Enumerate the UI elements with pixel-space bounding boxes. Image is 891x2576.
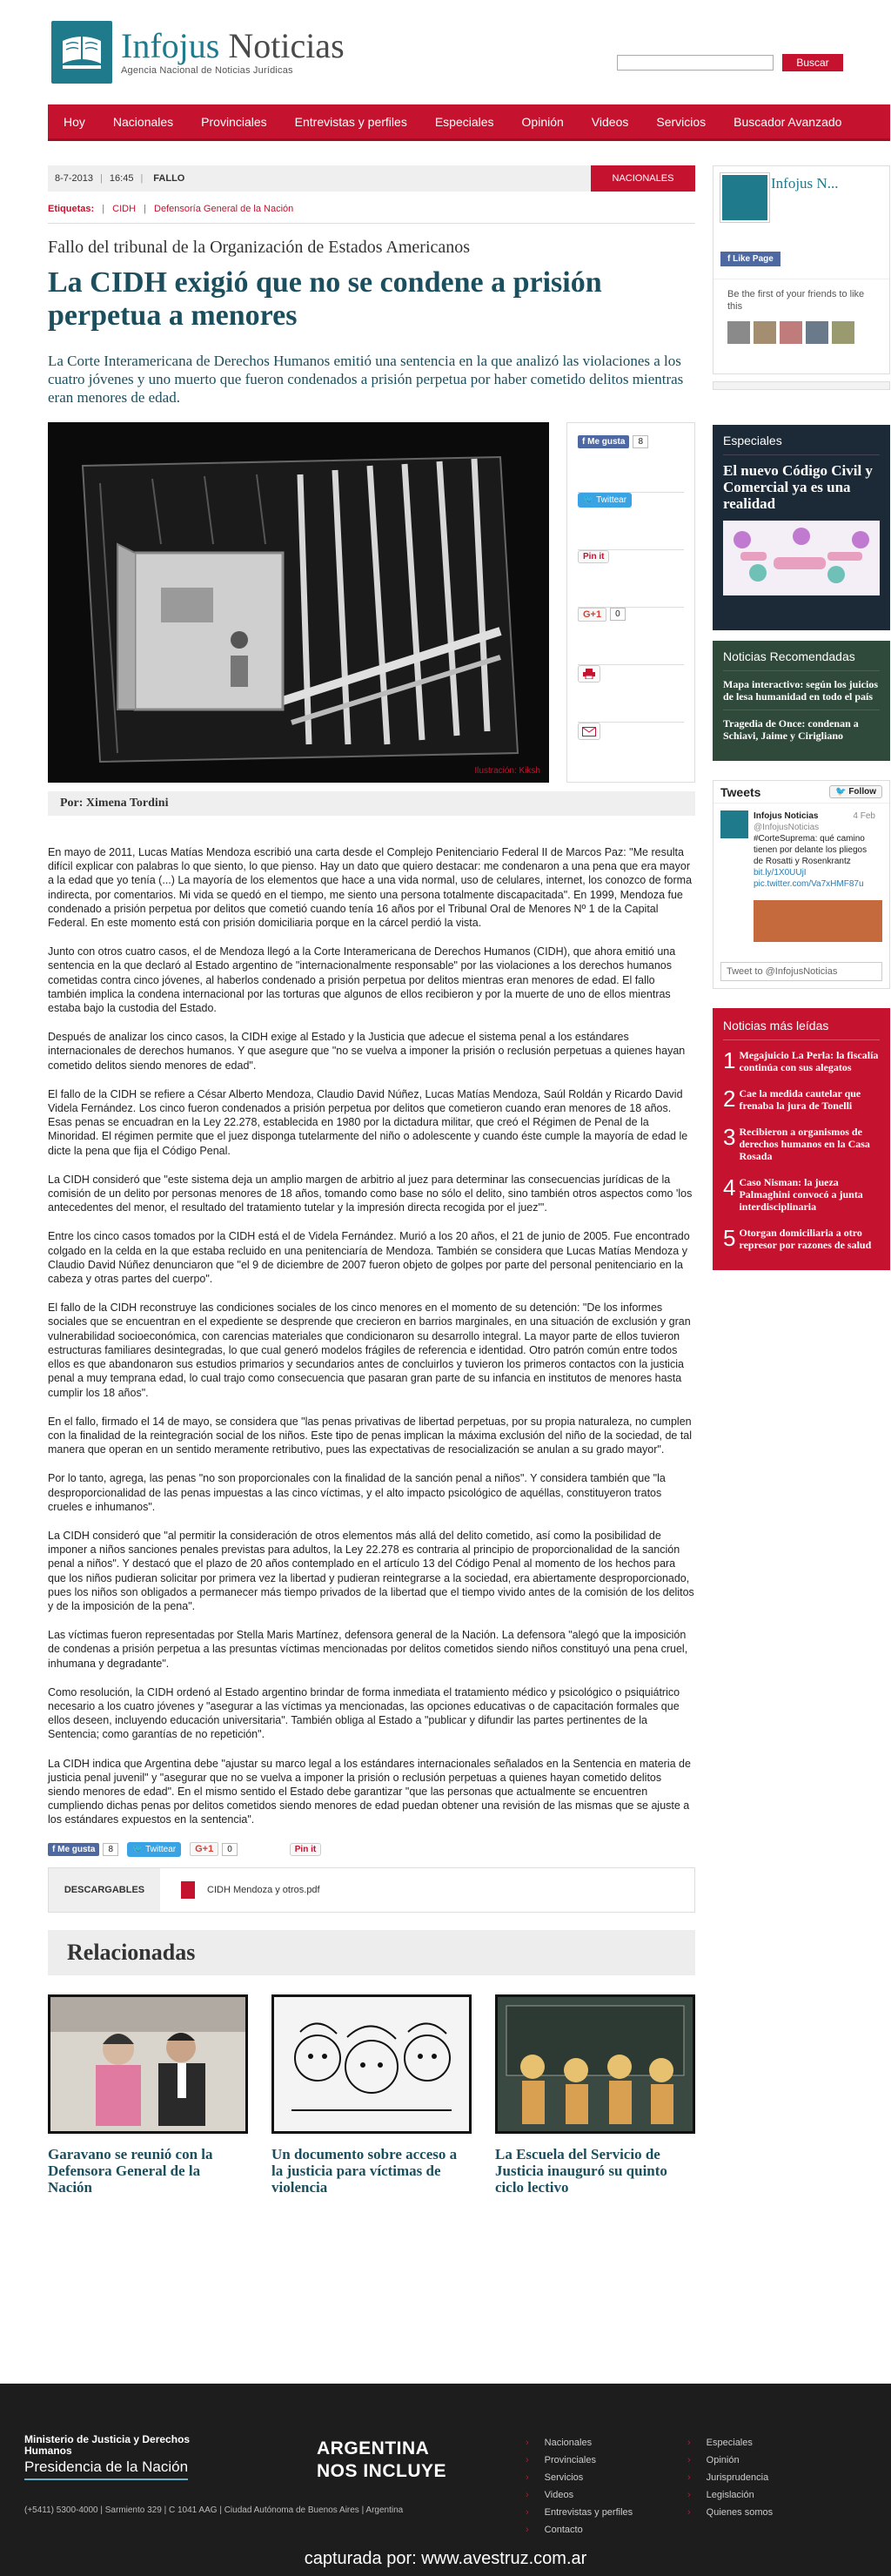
tweet-button[interactable]: 🐦 Twittear (578, 493, 632, 508)
downloads-box (48, 1867, 695, 1913)
footer-link[interactable]: › Quienes somos (687, 2504, 773, 2521)
most-read-title[interactable]: Otorgan domiciliaria a otro represor por razones de salud (739, 1227, 872, 1251)
article-date: 8-7-2013 (55, 173, 94, 184)
facebook-icon: f (52, 1844, 58, 1854)
most-read-title[interactable]: Recibieron a organismos de derechos humanos en la Casa Rosada (739, 1126, 870, 1162)
most-read-widget (713, 1008, 890, 1270)
brand-name: Infojus Noticias (121, 26, 345, 65)
most-read-item[interactable] (723, 1117, 880, 1167)
most-read-rank: 2 (723, 1086, 736, 1112)
google-plus-count: 0 (610, 608, 626, 621)
article-illustration (48, 422, 549, 783)
site-logo[interactable] (51, 21, 345, 84)
tweet-text: #CorteSuprema: qué camino tienen por delante los pliegos de Rosatti y Rosenkrantz (754, 834, 868, 866)
footer-address: (+5411) 5300-4000 | Sarmiento 329 | C 1041 AAG | Ciudad Autónoma de Buenos Aires | Argentina (24, 2505, 404, 2515)
article-paragraph: El fallo de la CIDH reconstruye las condiciones sociales de los cinco menores en el momento de su detención: "De los informes sociales que se encuentran en el expediente se desprende que crecieron en barrios marginales, en una situación de exclusión y gran vulnerabilidad socioeconómica, con carencias materiales que condicionaron su desarrollo integral. La mayor parte de ellos tuvieron estructuras familiares desintegradas, lo que cual generó modelos frágiles de referencia e identidad. Otro patrón común entre todos ellos es que abandonaron sus estudios primarios y secundarios antes de concluirlos y tuvieron los primeros contactos con la justicia penal a muy temprana edad, lo cual trajo como consecuencia que pasaran gran parte de su infancia en institutos de menores hasta cumplir los 18 años". (48, 1301, 691, 1399)
most-read-title[interactable]: Megajuicio La Perla: la fiscalía continúa con sus alegatos (739, 1049, 879, 1073)
article-paragraph: Las víctimas fueron representadas por Stella Maris Martínez, defensora general de la Nación. La defensora "alegó que la imposición de condenas a prisión perpetua a las presuntas víctimas mencionadas por delitos cometidos siendo niños constituyó una pena cruel, inhumana y degradante". (48, 1629, 688, 1670)
facebook-like-page-button[interactable]: f Like Page (720, 252, 780, 266)
widget-scrollbar[interactable] (713, 381, 890, 390)
twitter-icon: 🐦 (583, 495, 597, 505)
related-title[interactable]: Garavano se reunió con la Defensora General de la Nación (48, 2145, 213, 2196)
tweet-link[interactable]: bit.ly/1X0UUjI pic.twitter.com/Va7xHMF87u (754, 868, 864, 889)
article-paragraph: Como resolución, la CIDH ordenó al Estado argentino brindar de forma inmediata el tratamiento médico y psicológico o psiquiátrico necesario a los cuatro jóvenes y "asegurar a las víctimas ya mencionadas, las opciones educativas o de capacitación formales que ellos deseen, incluyendo educación universitaria". También obliga al Estado a "publicar y difundir las partes pertinentes de la Sentencia; como garantías de no repetición". (48, 1685, 680, 1741)
nav-item-8[interactable]: Servicios (656, 114, 707, 129)
tag-link[interactable]: CIDH (112, 204, 137, 214)
related-image (48, 1994, 248, 2134)
article-body (48, 845, 695, 1827)
footer-links-col2 (687, 2434, 773, 2521)
related-card[interactable] (271, 1994, 472, 2196)
facebook-like-count: 8 (103, 1843, 118, 1856)
footer-argentina-logo (317, 2438, 446, 2483)
capture-watermark: capturada por: www.avestruz.com.ar (304, 2549, 587, 2568)
most-read-rank: 3 (723, 1124, 736, 1150)
book-logo-icon (720, 173, 769, 222)
facebook-faces (713, 321, 889, 344)
recommended-item[interactable]: Mapa interactivo: según los juicios de lesa humanidad en todo el país (723, 671, 880, 710)
share-bar-bottom (48, 1842, 695, 1857)
facebook-icon: f (727, 254, 734, 264)
tweet-handle: @InfojusNoticias (754, 823, 820, 832)
share-sidebar (566, 422, 695, 783)
google-plus-count: 0 (222, 1843, 238, 1856)
tags-row: Etiquetas: | CIDH | Defensoría General de la Nación (48, 204, 294, 214)
twitter-icon: 🐦 (132, 1844, 146, 1854)
article-paragraph: El fallo de la CIDH se refiere a César Alberto Mendoza, Claudio David Núñez, Lucas Matías Mendoza, Saúl Roldán y Ricardo David Videla Fernández. Los cinco fueron condenados a prisión perpetua por delitos que cometieron cuando eran menores de 18 años. Esas penas se encuadran en la Ley 22.278, establecida en 1980 por la dictadura militar, que creó el Régimen de Penal de la Minoridad. El régimen permite que el juez disponga tutelarmente del niño o adolescente y cuando éste cumple la mayoría de edad le dicte la pena que fija el Código Penal. (48, 1087, 688, 1157)
facebook-like-button[interactable]: f Me gusta (48, 1843, 99, 1856)
tweet-button[interactable]: 🐦 Twittear (127, 1842, 181, 1857)
facebook-page-name[interactable]: Infojus N... (771, 175, 839, 192)
article-kicker: Fallo del tribunal de la Organización de Estados Americanos (48, 238, 471, 257)
twitter-icon: 🐦 (835, 787, 849, 797)
most-read-item[interactable] (723, 1167, 880, 1218)
google-plus-button[interactable]: G+1 (578, 608, 606, 622)
related-title[interactable]: Un documento sobre acceso a la justicia para víctimas de violencia (271, 2145, 458, 2196)
facebook-friends-text: Be the first of your friends to like this (727, 289, 865, 312)
tweet-image[interactable] (754, 900, 882, 942)
nav-item-7[interactable]: Videos (591, 114, 629, 129)
article-paragraph: La CIDH consideró que "al permitir la consideración de otros elementos más allá del delito cometido, así como la posibilidad de imponer a niños sanciones penales previstas para adultos, la Ley 22.278 es contraria al principio de proporcionalidad de la sanción penal a niños". Y destacó que el plazo de 20 años contemplado en el artículo 13 del Código Penal al momento de los hechos para que los niños pudieran solicitar por primera vez la libertad y pudieran reintegrarse a la sociedad, era abiertamente desproporcionado, pues los niños son obligados a permanecer más tiempo privados de la libertad que el tiempo vivido antes de la comisión de los delitos y de la imposición de la pena". (48, 1529, 694, 1612)
tweet-author[interactable]: Infojus Noticias (754, 811, 819, 821)
twitter-follow-button[interactable]: 🐦 Follow (829, 785, 882, 798)
nav-item-6[interactable]: Opinión (521, 114, 564, 129)
tag-link[interactable]: Defensoría General de la Nación (154, 204, 294, 214)
related-image (271, 1994, 472, 2134)
brand-subtitle: Agencia Nacional de Noticias Jurídicas (121, 65, 293, 76)
especiales-image (723, 521, 880, 595)
book-logo-icon (51, 21, 112, 84)
footer-link[interactable]: › Especiales (687, 2434, 773, 2452)
facebook-like-button[interactable]: f Me gusta (578, 435, 629, 448)
related-title[interactable]: La Escuela del Servicio de Justicia inauguró su quinto ciclo lectivo (495, 2145, 667, 2196)
related-card[interactable] (48, 1994, 248, 2196)
tweet-compose-input[interactable]: Tweet to @InfojusNoticias (720, 962, 882, 981)
site-footer (0, 2384, 891, 2576)
main-nav (48, 104, 890, 141)
article-paragraph: En mayo de 2011, Lucas Matías Mendoza escribió una carta desde el Complejo Penitenciario Federal II de Marcos Paz: "Me resulta difícil explicar con palabras lo que siento, lo que pienso. Hay un dato que quiero destacar: me condenaron a una pena que era mayor a la edad que yo tenía (...) La mayoría de los elementos que hace a una vida normal, uso de celulares, internet, los conozco de forma indirecta, por comentarios. Mi vida se quedó en el tiempo, me siento una persona totalmente discapacitada". En 1999, Mendoza fue condenado a prisión perpetua por delitos que cometió cuando tenía 16 años por el Tribunal Oral de Menores Nº 1 de la Capital Federal. En este momento está con prisión domiciliaria porque en la cárcel perdió la vista. (48, 846, 693, 930)
category-badge[interactable]: NACIONALES (591, 165, 695, 192)
article-lead: La Corte Interamericana de Derechos Humanos emitió una sentencia en la que analizó las violaciones a los cuatro jóvenes y uno muerto que fueron condenados a prisión perpetua por haber cometido delitos mientras eran menores de edad. (48, 353, 684, 406)
nav-item-1[interactable]: Hoy (64, 114, 85, 129)
pinterest-button[interactable]: Pin it (290, 1843, 321, 1856)
article-paragraph: La CIDH consideró que "este sistema deja un amplio margen de arbitrio al juez para determinar las consecuencias jurídicas de la comisión de un delito por personas menores de 18 años, tomando como base no sólo el delito, sino también otros aspectos como 'los antecedentes del menor, el resultado del tratamiento tutelar y la impresión directa recogida por el juez'". (48, 1173, 693, 1214)
most-read-rank: 4 (723, 1174, 736, 1201)
footer-ministry: Ministerio de Justicia y Derechos Humanos (24, 2433, 191, 2457)
pdf-icon (181, 1881, 195, 1899)
most-read-item[interactable] (723, 1040, 880, 1079)
tweets-heading: Tweets (720, 784, 761, 799)
nav-item-3[interactable]: Provinciales (201, 114, 267, 129)
envelope-icon (582, 727, 596, 736)
especiales-widget[interactable] (713, 425, 890, 630)
footer-link[interactable]: › Provinciales (526, 2452, 633, 2469)
especiales-heading: Especiales (723, 434, 880, 455)
search-form (617, 54, 843, 71)
related-image (495, 1994, 695, 2134)
article-headline: La CIDH exigió que no se condene a prisión perpetua a menores (48, 266, 602, 332)
footer-link[interactable]: › Entrevistas y perfiles (526, 2504, 633, 2521)
facebook-like-count: 8 (633, 435, 648, 448)
illustration-credit: Ilustración: Kiksh (474, 766, 540, 776)
article-meta-bar: 8-7-2013 | 16:45 | FALLO NACIONALES (48, 165, 695, 192)
especiales-title[interactable]: El nuevo Código Civil y Comercial ya es una realidad (723, 462, 873, 512)
site-header (23, 0, 868, 104)
footer-presidency: Presidencia de la Nación (24, 2458, 188, 2480)
right-sidebar (713, 165, 890, 1270)
footer-argentina: ARGENTINA (317, 2438, 430, 2458)
pinterest-button[interactable]: Pin it (578, 550, 609, 563)
most-read-rank: 5 (723, 1225, 736, 1251)
article-paragraph: Después de analizar los cinco casos, la CIDH exige al Estado y la Justicia que adecue el sistema penal a los estándares internacionales de derechos humanos. Y que asegure que "no se vuelva a imponer la prisión o reclusión perpetuas a quienes hayan cometido delitos siendo menores de edad". (48, 1031, 686, 1072)
most-read-rank: 1 (723, 1047, 736, 1073)
footer-links-col1 (526, 2434, 633, 2539)
facebook-page-widget (713, 165, 890, 374)
nav-item-4[interactable]: Entrevistas y perfiles (294, 114, 407, 129)
tweet-date: 4 Feb (853, 811, 875, 821)
search-input[interactable] (617, 55, 774, 71)
footer-link[interactable]: › Nacionales (526, 2434, 633, 2452)
facebook-icon: f (582, 437, 588, 447)
article-column (48, 165, 695, 2196)
recommended-widget (713, 641, 890, 761)
most-read-item[interactable] (723, 1079, 880, 1117)
article-type: FALLO (153, 173, 185, 184)
printer-icon (583, 669, 595, 679)
related-heading: Relacionadas (48, 1930, 695, 1975)
print-button[interactable] (578, 665, 600, 683)
footer-link[interactable]: › Contacto (526, 2521, 633, 2539)
article-time: 16:45 (109, 173, 134, 184)
twitter-widget (713, 780, 890, 989)
twitter-avatar[interactable] (720, 810, 748, 838)
most-read-heading: Noticias más leídas (723, 1019, 880, 1040)
article-paragraph: Por lo tanto, agrega, las penas "no son proporcionales con la finalidad de la sanción penal a niños". Y considera también que "la desproporcionalidad de las penas impuestas a las cinco víctimas, y el alto impacto psicológico de aquéllas, constituyeron tratos crueles e inhumanos". (48, 1472, 666, 1513)
recommended-heading: Noticias Recomendadas (723, 649, 880, 671)
article-paragraph: La CIDH indica que Argentina debe "ajustar su marco legal a los estándares internacionales señalados en la Sentencia en materia de justicia penal juvenil" y "asegurar que no se vuelva a imponer la prisión o reclusión perpetuas a quienes hayan cometido delitos siendo menores de edad". En el mismo sentido el Estado debe garantizar "que las personas que actualmente se encuentren cumpliendo dichas penas por delitos cometidos siendo menores de edad puedan obtener una revisión de las mismas que se ajuste a los estándares expuestos en la sentencia". (48, 1757, 691, 1826)
download-file-link[interactable]: CIDH Mendoza y otros.pdf (207, 1884, 320, 1895)
most-read-item[interactable] (723, 1218, 880, 1256)
article-paragraph: Junto con otros cuatro casos, el de Mendoza llegó a la Corte Interamericana de Derechos Humanos (CIDH), que ahora emitió una sentencia en la que declaró al Estado argentino de "internacionalmente responsable" por las violaciones a los derechos humanos cometidas contra cinco jóvenes, al haberlos condenado a prisión perpetua por delitos mientras eran menores de edad. El fallo también implica la condena internacional por las torturas que algunos de ellos recibieron y por la muerte de uno de ellos mientras estaba bajo la custodia del Estado. (48, 945, 676, 1015)
nav-item-2[interactable]: Nacionales (112, 114, 174, 129)
article-paragraph: Entre los cinco casos tomados por la CIDH está el de Videla Fernández. Murió a los 20 años, el 21 de junio de 2005. Fue encontrado colgado en la celda en la que estaba recluido en una penitenciaría de Mendoza. También se considera que Lucas Matías Mendoza y Claudio David Núñez denunciaron que "el 9 de diciembre de 2007 fueron objeto de golpes por parte del personal penitenciario en la cabeza y otras partes del cuerpo". (48, 1230, 690, 1286)
footer-link[interactable]: › Jurisprudencia (687, 2469, 773, 2486)
downloads-label: DESCARGABLES (49, 1868, 160, 1912)
footer-link[interactable]: › Opinión (687, 2452, 773, 2469)
nav-item-9[interactable]: Buscador Avanzado (734, 114, 842, 129)
footer-link[interactable]: › Servicios (526, 2469, 633, 2486)
email-button[interactable] (578, 723, 600, 740)
nav-item-5[interactable]: Especiales (434, 114, 494, 129)
page (23, 0, 879, 2196)
article-author: Por: Ximena Tordini (48, 791, 695, 816)
google-plus-button[interactable]: G+1 (190, 1842, 218, 1856)
article-media (48, 422, 695, 783)
most-read-title[interactable]: Caso Nisman: la jueza Palmaghini convocó a junta interdisciplinaria (739, 1176, 863, 1213)
tags-label: Etiquetas: (48, 204, 95, 214)
search-button[interactable]: Buscar (782, 54, 843, 71)
recommended-item[interactable]: Tragedia de Once: condenan a Schiavi, Jaime y Cirigliano (723, 717, 859, 742)
footer-link[interactable]: › Videos (526, 2486, 633, 2504)
footer-link[interactable]: › Legislación (687, 2486, 773, 2504)
most-read-title[interactable]: Cae la medida cautelar que frenaba la jura de Tonelli (739, 1087, 861, 1112)
related-card[interactable] (495, 1994, 695, 2196)
footer-nos-incluye: NOS INCLUYE (317, 2461, 447, 2481)
related-list (48, 1994, 695, 2196)
article-paragraph: En el fallo, firmado el 14 de mayo, se considera que "las penas privativas de libertad perpetuas, por su propia naturaleza, no cumplen con la finalidad de la reintegración social de los niños. Este tipo de penas implican la máxima exclusión del niño de la sociedad, de tal manera que operan en un sentido meramente retributivo, pues las expectativas de resocialización se anulan a su grado mayor". (48, 1415, 693, 1456)
